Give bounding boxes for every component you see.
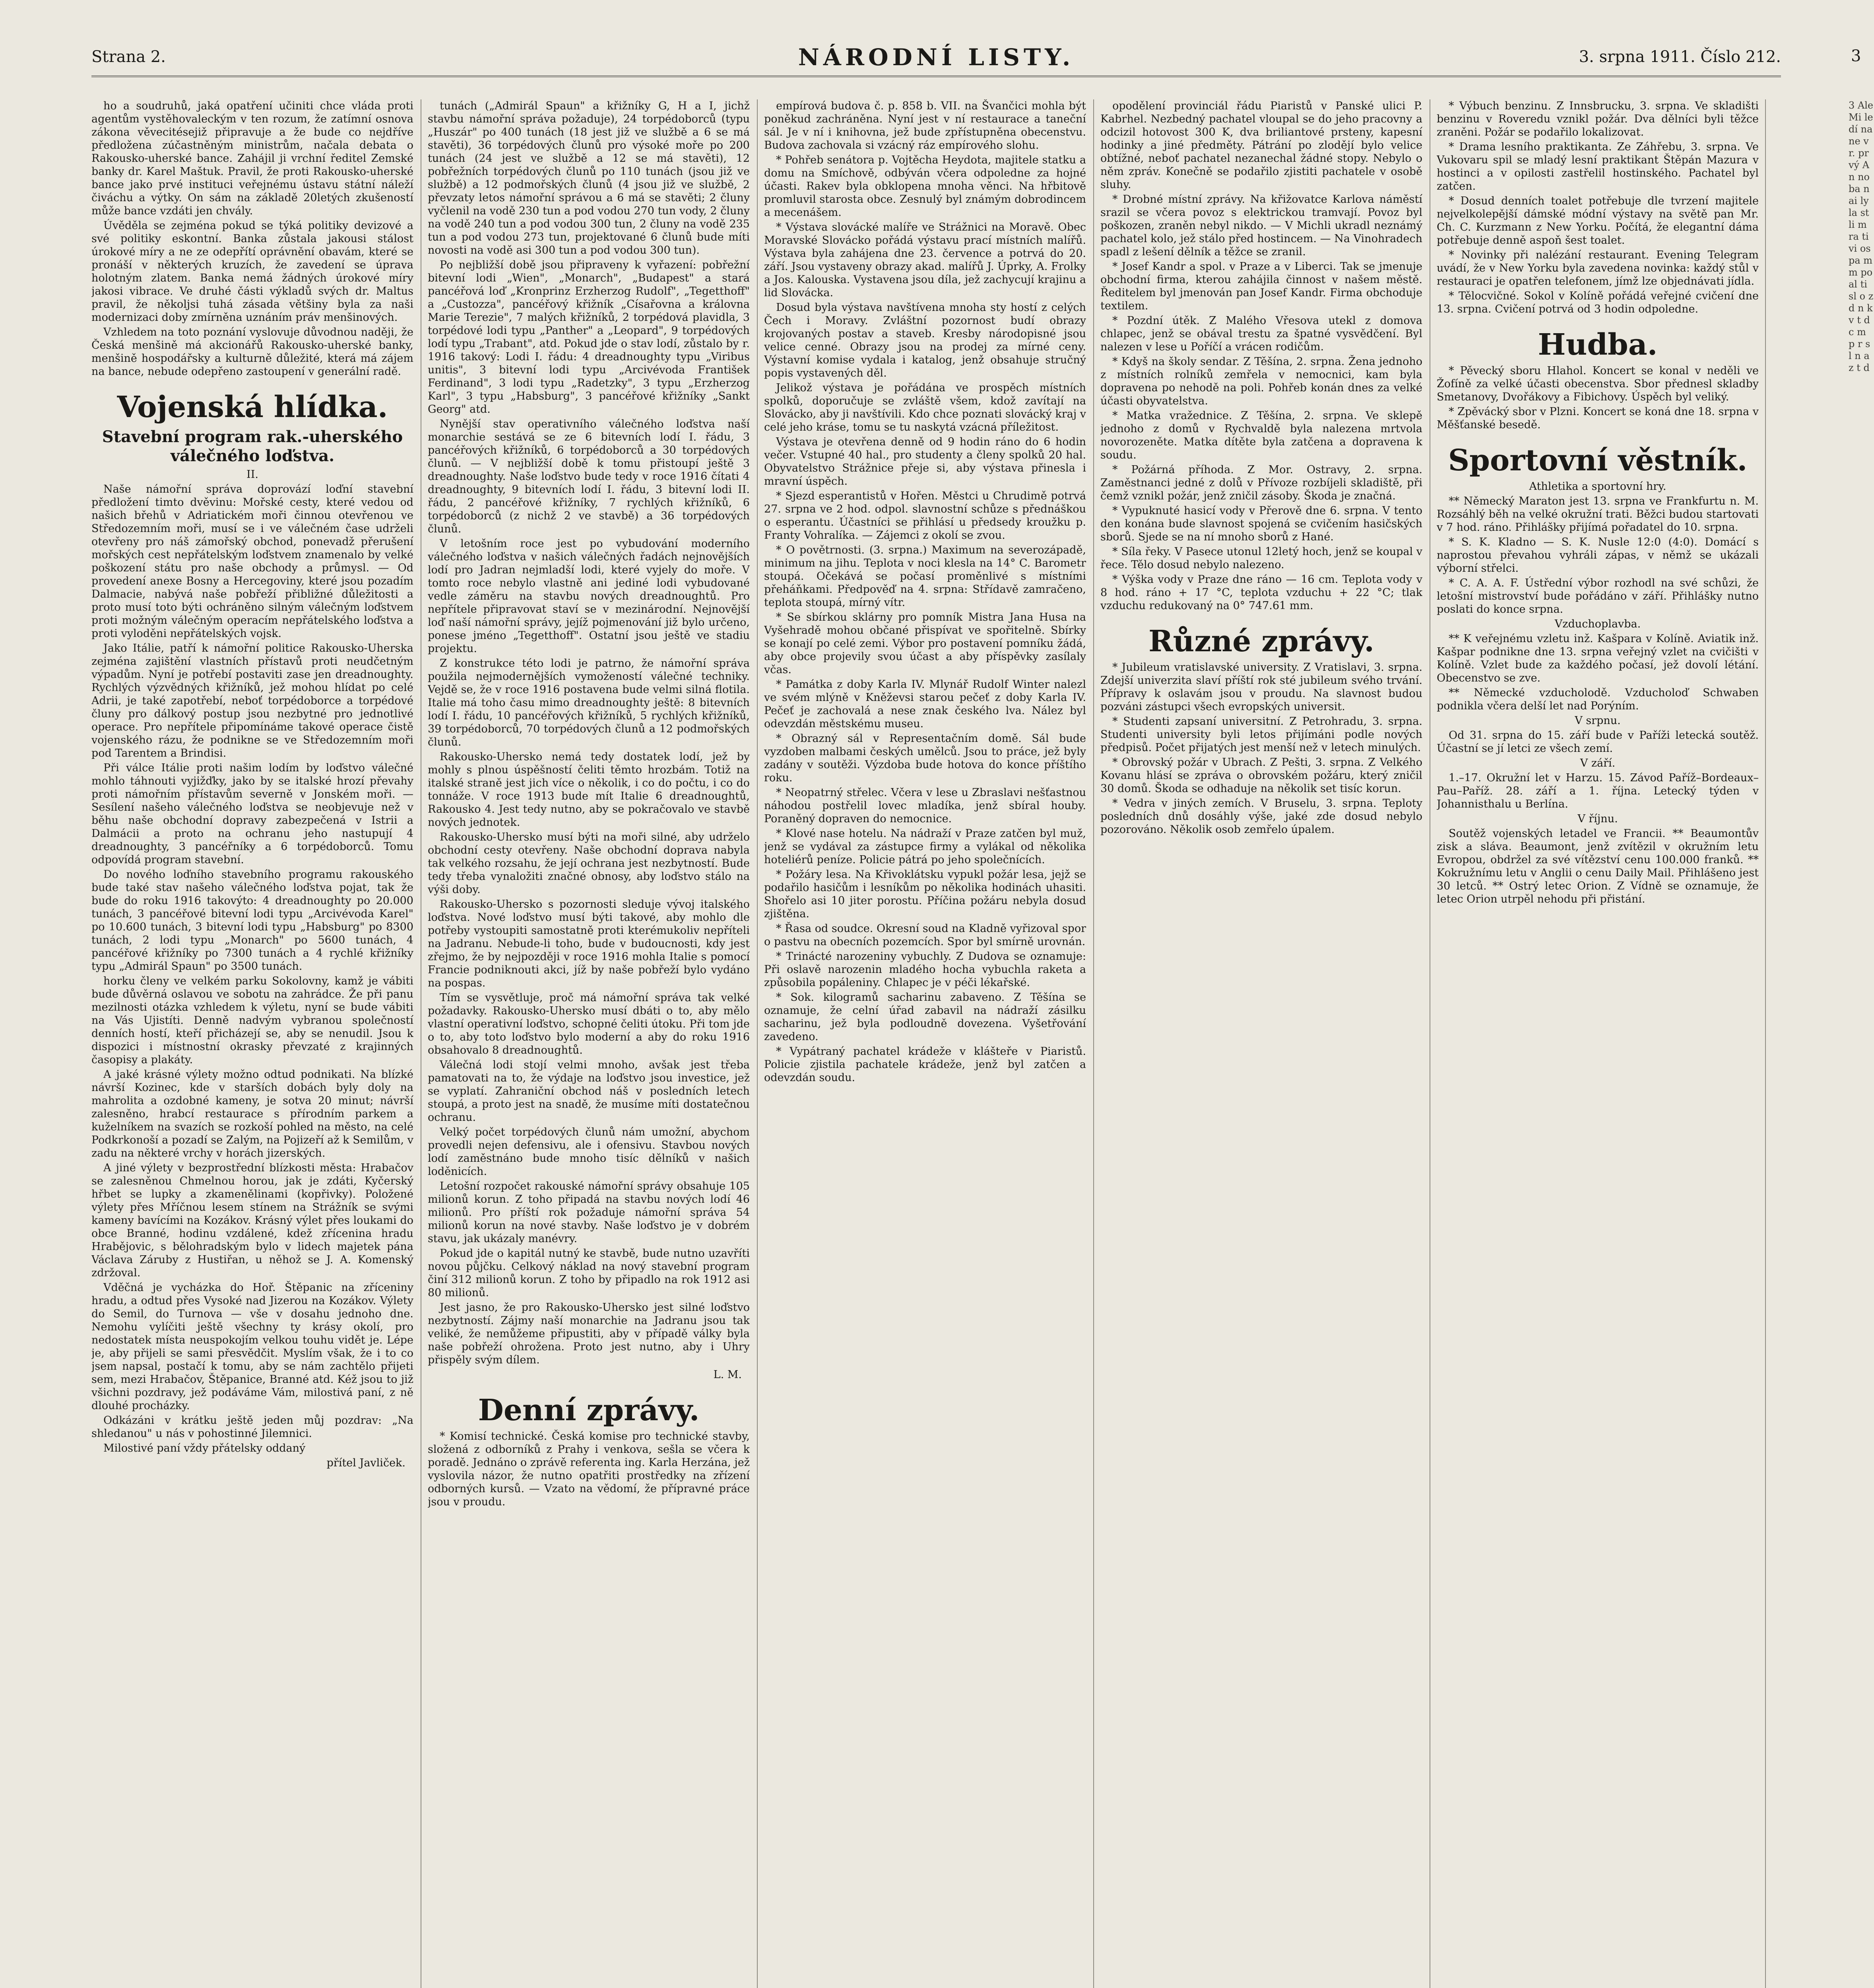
- signature: přítel Javliček.: [326, 1457, 405, 1469]
- paragraph: Po nejbližší době jsou připraveny k vyřazení: pobřežní bitevní lodi „Wien", „Monarch", „Budapest" a stará pancéřová loď „Kronprinz Erzherzog Rudolf", „Tegetthoff" a „Custozza", pancéřový křižník „Císařovna a královna Marie Terezie", 7 malých křižníků, 2 torpédová plavidla, 3 torpédové lodi typu „Panther" a „Leopard", 9 torpédových lodí typu „Trabant", atd. Pokud jde o stav lodí, zůstalo by r. 1916 takový: Lodi I. řádu: 4 dreadnoughty typu „Viribus unitis", 3 bitevní lodi typu „Arcivévoda František Ferdinand", 3 lodi typu „Radetzky", 3 typu „Erzherzog Karl", 3 typu „Habsburg", 3 pancéřové křižníky „Sankt Georg" atd.: [428, 259, 750, 415]
- paragraph: Válečná lodi stojí velmi mnoho, avšak jest třeba pamatovati na to, že výdaje na loďstvo jsou investice, jež se vyplatí. Zahraniční obchod náš v posledních letech stoupá, a proto jest na snadě, že musíme míti dostatečnou ochranu.: [428, 1059, 750, 1124]
- paragraph: Při válce Itálie proti našim lodím by loďstvo válečné mohlo táhnouti vyjižďky, jako by se italské hrozí převahy proti námořním přístavům severně v Jonském moři. — Sesílení našeho válečného loďstva se neobjevuje než v běhu naše obchodní dopravy zabezpečená v Istrii a Dalmácii a proto na ochranu jeho nastupují 4 dreadnoughty, 3 pancéřníky a 6 torpédoborců. Tomu odpovídá program stavební.: [91, 762, 413, 866]
- paragraph: Pokud jde o kapitál nutný ke stavbě, bude nutno uzavříti novou půjčku. Celkový náklad na nový stavební program činí 312 milionů korun. Z toho by připadlo na rok 1912 asi 80 milionů.: [428, 1247, 750, 1299]
- paragraph: Do nového loďního stavebního programu rakouského bude také stav našeho válečného loďstva pojat, tak že bude do roku 1916 takovýto: 4 dreadnoughty po 20.000 tunách, 3 pancéřové bitevní lodi typu „Arcivévoda Karel" po 10.600 tunách, 3 bitevní lodi typu „Habsburg" po 8300 tunách, 2 lodi typu „Monarch" po 5600 tunách, 4 pancéřové křižníky po 7300 tunách a 4 rychlé křižníky typu „Admirál Spaun" po 3500 tunách.: [91, 868, 413, 973]
- paragraph: * Památka z doby Karla IV. Mlynář Rudolf Winter nalezl ve svém mlýně v Kněževsi starou pečeť z doby Karla IV. Pečeť je zachovalá a nese znak českého lva. Nález byl odevzdán městskému museu.: [764, 678, 1086, 730]
- paragraph: Výstava je otevřena denně od 9 hodin ráno do 6 hodin večer. Vstupné 40 hal., pro studenty a členy spolků 20 hal. Obyvatelstvo Strážnice přeje si, aby výstava přinesla i mravní úspěch.: [764, 436, 1086, 487]
- column-3: [764, 99, 1086, 1988]
- paragraph: * Sok. kilogramů sacharinu zabaveno. Z Těšína se oznamuje, že celní úřad zabavil na nádraží zásilku sacharinu, jež byla podloudně dovezena. Vyšetřování zavedeno.: [764, 991, 1086, 1043]
- month-heading: V říjnu.: [1577, 813, 1618, 825]
- column-1: [91, 99, 413, 1988]
- paragraph: Velký počet torpédových člunů nám umožní, abychom provedli nejen defensivu, ale i ofensivu. Stavbou nových lodí zaměstnáno bude mnoho tisíc dělníků v našich loděnicích.: [428, 1126, 750, 1178]
- paragraph: * Požáry lesa. Na Křivoklátsku vypukl požár lesa, jejž se podařilo hasičům i lesníkům po několika hodinách uhasiti. Shořelo asi 10 jiter porostu. Příčina požáru nebyla dosud zjištěna.: [764, 868, 1086, 920]
- column-divider: [1765, 99, 1766, 1988]
- paragraph: * Se sbírkou sklárny pro pomník Mistra Jana Husa na Vyšehradě mohou občané přispívat ve spořitelně. Sbírky se konají po celé zemi. Výbor pro postavení pomníku žádá, aby obce projevily svou účast a aby příspěvky zasílaly včas.: [764, 611, 1086, 676]
- paragraph: * Obrovský požár v Ubrach. Z Pešti, 3. srpna. Z Velkého Kovanu hlásí se zpráva o obrovském požáru, který zničil 30 domů. Škoda se odhaduje na několik set tisíc korun.: [1100, 756, 1422, 795]
- column-divider: [757, 99, 758, 1988]
- paragraph: horku členy ve velkém parku Sokolovny, kamž je vábiti bude důvěrná oslavou ve sobotu na zahrádce. Že při panu mezilnosti otázka vzhledem k výletu, nyní se bude vábiti na Vás Ujistíti. Denně nadvým vybranou společností denních hostí, kteří přicházejí se, aby se nenudil. Jsou k dispozici i místnostní okrasky převzaté z krajinných časopisy a plakáty.: [91, 975, 413, 1066]
- paragraph: * C. A. A. F. Ústřední výbor rozhodl na své schůzi, že letošní mistrovství bude pořádáno v září. Přihlášky nutno poslati do konce srpna.: [1437, 577, 1759, 615]
- article-part-number: II.: [246, 468, 258, 481]
- paragraph: Z konstrukce této lodi je patrno, že námořní správa použila nejmodernějších vymožeností válečné techniky. Vejdě se, že v roce 1916 postavena bude velmi silná flotila. Italie má toho času mimo dreadnoughty ještě: 8 bitevních lodí I. řádu, 10 pancéřových křižníků, 5 rychlých křižníků, 39 torpédoborců, 70 torpédových člunů a 12 podmořských člunů.: [428, 657, 750, 748]
- paragraph: * Neopatrný střelec. Včera v lese u Zbraslavi nešťastnou náhodou postřelil lovec mladíka, jenž sbíral houby. Poraněný dopraven do nemocnice.: [764, 786, 1086, 825]
- paragraph: 1.–17. Okružní let v Harzu. 15. Závod Paříž–Bordeaux–Pau–Paříž. 28. září a 1. října. Letecký týden v Johannisthalu u Berlína.: [1437, 772, 1759, 810]
- section-title-sports: Sportovní věstník.: [1448, 443, 1748, 478]
- paragraph: * Zpěvácký sbor v Plzni. Koncert se koná dne 18. srpna v Měšťanské besedě.: [1437, 406, 1759, 431]
- paragraph: Tím se vysvětluje, proč má námořní správa tak velké požadavky. Rakousko-Uhersko musí dbáti o to, aby mělo vlastní operativní loďstvo, schopné čeliti útoku. Při tom jde o to, aby toto loďstvo bylo moderní a aby do roku 1916 obsahovalo 8 dreadnoughtů.: [428, 992, 750, 1056]
- paragraph: * Drobné místní zprávy. Na křižovatce Karlova náměstí srazil se včera povoz s elektrickou tramvají. Povoz byl poškozen, zraněn nebyl nikdo. — V Michli ukradl neznámý pachatel kolo, jež stálo před hostincem. — Na Vinohradech spadl z lešení dělník a těžce se zranil.: [1100, 193, 1422, 258]
- paragraph: Rakousko-Uhersko musí býti na moři silné, aby udrželo obchodní cesty otevřeny. Naše obchodní doprava nabyla tak velkého rozsahu, že její ochrana jest nezbytností. Bude tedy třeba vynaložiti značné obnosy, aby loďstvo stálo na výši doby.: [428, 831, 750, 896]
- paragraph: Rakousko-Uhersko nemá tedy dostatek lodí, jež by mohly s plnou úspěšností čeliti těmto hrozbám. Totiž na italské straně jest jich více o několik, i co do počtu, i co do tonnáže. V roce 1913 bude mít Italie 6 dreadnoughtů, Rakousko 4. Jest tedy nutno, aby se pokračovalo ve stavbě nových jednotek.: [428, 751, 750, 829]
- paragraph: * Výbuch benzinu. Z Innsbrucku, 3. srpna. Ve skladišti benzinu v Roveredu vznikl požár. Dva dělníci byli těžce zraněni. Požár se podařilo lokalizovat.: [1437, 100, 1759, 138]
- paragraph: Jest jasno, že pro Rakousko-Uhersko jest silné loďstvo nezbytností. Zájmy naší monarchie na Jadranu jsou tak veliké, že nemůžeme připustiti, aby v případě války byla naše pobřeží ohrožena. Proto jest nutno, aby i Uhry přispěly svým dílem.: [428, 1301, 750, 1366]
- paragraph: Vzhledem na toto poznání vyslovuje důvodnou naději, že Česká menšině má akcionářů Rakousko-uherské banky, menšině hospodářsky a kulturně důležité, která má zájem na bance, nebude odepřeno zastoupení v generální radě.: [91, 326, 413, 378]
- paragraph: * Vypuknuté hasicí vody v Přerově dne 6. srpna. V tento den konána bude slavnost spojená se cvičením hasičských sborů. Sjede se na ní mnoho sborů z Hané.: [1100, 505, 1422, 543]
- paragraph: * Požárná příhoda. Z Mor. Ostravy, 2. srpna. Zaměstnanci jedné z dolů v Přívoze rozbíjeli skladiště, při čemž vznikl požár, jenž zničil zásoby. Škoda je značná.: [1100, 464, 1422, 502]
- page-header: [91, 44, 1781, 77]
- paragraph: * Vedra v jiných zemích. V Bruselu, 3. srpna. Teploty posledních dnů dosáhly výše, jaké zde dosud nebylo pozorováno. Několik osob zemřelo úpalem.: [1100, 797, 1422, 836]
- paragraph: Milostivé paní vždy přátelsky oddaný: [103, 1442, 306, 1454]
- paragraph: * Výstava slovácké malíře ve Strážnici na Moravě. Obec Moravské Slovácko pořádá výstavu prací místních malířů. Výstava byla zahájena dne 23. července a potrvá do 20. září. Jsou vystaveny obrazy akad. malířů J. Úprky, A. Frolky a Jos. Kalouska. Vystavena jsou díla, jež zachycují krajinu a lid Slovácka.: [764, 221, 1086, 299]
- signature: L. M.: [713, 1369, 742, 1381]
- paragraph: * Pozdní útěk. Z Malého Vřesova utekl z domova chlapec, jenž se obával trestu za špatné vysvědčení. Byl nalezen v lese u Poříčí a vrácen rodičům.: [1100, 315, 1422, 353]
- paragraph: * Komisí technické. Česká komise pro technické stavby, složená z odborníků z Prahy i venkova, sešla se včera k poradě. Jednáno o zprávě referenta ing. Karla Herzána, jež vyslovila názor, že nutno opatřiti prostředky na zřízení odborných kursů. — Vzato na vědomí, že přípravné práce jsou v proudu.: [428, 1430, 750, 1508]
- next-page-edge-text: 3 Ale Mi le dí na ne v r. pr vý An no ba nai ly la st li m ra ti vi os pa m m po al ti sl o z d n k v t d c m p r s l n a z t d: [1849, 100, 1874, 373]
- column-divider: [1093, 99, 1094, 1988]
- paragraph: * Řasa od soudce. Okresní soud na Kladně vyřizoval spor o pastvu na obecních pozemcích. Spor byl smírně urovnán.: [764, 922, 1086, 948]
- paragraph: Odkázáni v krátku ještě jeden můj pozdrav: „Na shledanou" u nás v pohostinné Jilemnici.: [91, 1414, 413, 1440]
- section-subtitle-athletics: Athletika a sportovní hry.: [1529, 480, 1666, 493]
- paragraph: Dosud byla výstava navštívena mnoha sty hostí z celých Čech i Moravy. Zvláštní pozornost budí obrazy krojovaných postav a staveb. Kresby národopisné jsou velice cenné. Obrazy jsou na prodej za mírné ceny. Výstavní komise vydala i katalog, jenž obsahuje stručný popis vystavených děl.: [764, 301, 1086, 379]
- paragraph: Rakousko-Uhersko s pozornosti sleduje vývoj italského loďstva. Nové loďstvo musí býti takové, aby mohlo dle potřeby vystoupiti samostatně proti kterémukoliv nepříteli na Jadranu. Nebude-li toho, bude v budoucnosti, kdy jest zřejmo, že by nejpozději v roce 1916 mohla Italie s pomocí Francie podniknouti akci, jíž by naše pobřeží bylo vydáno na pospas.: [428, 898, 750, 989]
- paragraph: * Sjezd esperantistů v Hořen. Městci u Chrudimě potrvá 27. srpna ve 2 hod. odpol. slavnostní schůze s přednáškou o esperantu. Účastníci se přihlásí u předsedy kroužku p. Franty Vohralíka. — Zájemci z okolí se zvou.: [764, 490, 1086, 542]
- paragraph: tunách („Admirál Spaun" a křižníky G, H a I, jichž stavbu námořní správa požaduje), 24 torpédoborců (typu „Huszár" po 400 tunách (18 jest již ve službě a 6 se má stavěti), 36 torpédových člunů pro výsoké moře po 200 tunách (24 jest ve službě a 12 se má stavěti), 12 pobřežních torpédových člunů po 110 tunách (jsou již ve službě) a 12 podmořských člunů (4 jsou již ve službě, 2 převzaty letos námořní správou a 6 má se stavěti; 2 čluny vyčlenil na vodě 230 tun a pod vodou 270 tun vody, 2 čluny na vodě 240 tun a pod vodou 300 tun, 2 čluny na vodě 235 tun a pod vodou 273 tun, projektované 6 člunů bude míti novosti na vodě asi 300 tun a pod vodou 300 tun).: [428, 100, 750, 256]
- paragraph: ho a soudruhů, jaká opatření učiniti chce vláda proti agentům vystěhovaleckým v ten rozum, že zatímní osnova zákona věvecitésejiž připravuje a že bude co nejdříve předložena zúčastněným ministrům, načala debata o Rakousko-uherské bance. Zahájil ji vrchní ředitel Zemské banky dr. Karel Maštuk. Pravil, že proti Rakousko-uherské bance jako prvé instituci veřejnému ústavu státní náleží čiváchu a výtky. On sám na základě 20letých zkušeností může bance vzdáti jen chvály.: [91, 100, 413, 217]
- paragraph: * Obrazný sál v Representačním domě. Sál bude vyzdoben malbami českých umělců. Jsou to práce, jež byly zadány v soutěži. Výzdoba bude hotova do konce příštího roku.: [764, 732, 1086, 784]
- section-title-misc-news: Různé zprávy.: [1148, 624, 1374, 658]
- paragraph: * O povětrnosti. (3. srpna.) Maximum na severozápadě, minimum na jihu. Teplota v noci klesla na 14° C. Barometr stoupá. Očekává se počasí proměnlivé s místními přeháňkami. Předpověď na 4. srpna: Střídavě zamračeno, teplota stoupá, mírný vítr.: [764, 544, 1086, 609]
- paragraph: * Výška vody v Praze dne ráno — 16 cm. Teplota vody v 8 hod. ráno + 17 °C, teplota vzduchu + 22 °C; tlak vzduchu redukovaný na 0° 747.61 mm.: [1100, 573, 1422, 612]
- month-heading: V září.: [1580, 757, 1616, 769]
- column-5: [1437, 99, 1759, 1988]
- section-title-music: Hudba.: [1538, 328, 1658, 362]
- paragraph: ** Německý Maraton jest 13. srpna ve Frankfurtu n. M. Rozsáhlý běh na velké okružní trati. Běžci budou startovati v 7 hod. ráno. Přihlášky přijímá pořadatel do 10. srpna.: [1437, 495, 1759, 534]
- newspaper-title: NÁRODNÍ LISTY.: [798, 44, 1075, 71]
- column-4: [1100, 99, 1422, 1988]
- paragraph: A jiné výlety v bezprostřední blízkosti města: Hrabačov se zalesněnou Chmelnou horou, jak je zdáti, Kyčerský hřbet se lupky a zkamenělinami (kopřivky). Položené výlety přes Mříčnou lesem stínem na Strážník se svými kameny bavícími na Kozákov. Krásný výlet přes loukami do obce Branné, hodinu vzdálené, kdež zřícenina hradu Hrabějovic, s bělohradským bylo v lidech majetek pána Václava Záruby z Hustiřan, u něhož se J. A. Komenský zdržoval.: [91, 1162, 413, 1279]
- paragraph: * Novinky při nalézání restaurant. Evening Telegram uvádí, že v New Yorku byla zavedena novinka: každý stůl v restauraci je opatřen telefonem, jímž lze objednávati jídla.: [1437, 249, 1759, 287]
- subsection-aviation: Vzduchoplavba.: [1554, 618, 1641, 630]
- paragraph: Jako Itálie, patří k námořní politice Rakousko-Uherska zejména zajištění vlastních přístavů proti neudčetným výpadům. Nyní je potřebí postaviti zase jen dreadnoughty. Rychlých výzvědných křižníků, jež mohou hlídat po celé Adrii, je také zapotřebí, neboť torpédoborce a torpédové čluny pro dálkový postup jsou nezbytné pro jednotlivé operace. Pro nepřítele připomínáme takové operace čistě vojenského rázu, že podnikne se ve Středozemním moři pod Tarentem a Brindisi.: [91, 642, 413, 759]
- paragraph: Naše námořní správa doprovází loďní stavební předložení timto dvěvinu: Mořské cesty, které vedou od našich břehů v Adriatickém moři činnou otevřenou ve Středozemním moři, musí se i ve válečném čase udrželi otevřeny pro náš zámořský obchod, ponevadž přerušení mořských cest nepřátelským loďstvem znamenalo by velké poškození státu pro naše obchody a průmysl. — Od provedení anexe Bosny a Hercegoviny, které jsou pozadím Dalmacie, nabývá naše pobřeží přibližné důležitosti a proto musí toto býti ochráněno silným válečným loďstvem proti možným válečným operacím nepřátelského loďstva a proti vyloděni nepřátelských vojsk.: [91, 483, 413, 640]
- paragraph: Vděčná je vycházka do Hoř. Štěpanic na zříceniny hradu, a odtud přes Vysoké nad Jizerou na Kozákov. Výlety do Semil, do Turnova — vše v dosahu jednoho dne. Nemohu vylíčiti ještě všechny ty krásy okolí, pro nedostatek místa neuspokojím velkou touhu vidět je. Lépe je, aby přijeli se sami přesvědčit. Myslím však, že i to co jsem napsal, postačí k tomu, aby se nám zachtělo přijeti sem, mezi Hrabačov, Štěpanice, Branné atd. Kéž jsou to již všichni pozdravy, jež podáváme Vám, milostivá paní, z ně dlouhé procházky.: [91, 1281, 413, 1412]
- paragraph: * Pohřeb senátora p. Vojtěcha Heydota, majitele statku a domu na Smíchově, odbýván včera odpoledne za hojné účasti. Rakev byla obklopena mnoha věnci. Na hřbitově promluvil starosta obce. Zesnulý byl známým dobrodincem a mecenášem.: [764, 154, 1086, 219]
- paragraph: Letošní rozpočet rakouské námořní správy obsahuje 105 milionů korun. Z toho připadá na stavbu nových lodí 46 milionů. Pro příští rok požaduje námořní správa 54 milionů korun na nové stavby. Naše loďstvo je v dobrém stavu, jak ukázaly manévry.: [428, 1180, 750, 1245]
- paragraph: Jelikož výstava je pořádána ve prospěch místních spolků, doporučuje se zvláště všem, kdož zavítají na Slovácko, aby ji navštívili. Kdo chce poznati slovácký kraj v celé jeho kráse, tomu se tu naskytá vzácná příležitost.: [764, 382, 1086, 433]
- paragraph: opodělení provinciál řádu Piaristů v Panské ulici P. Kabrhel. Nezbedný pachatel vloupal se do jeho pracovny a odcizil hotovost 300 K, dva briliantové prsteny, kapesní hodinky a jiné předměty. Pátrání po zlodějí bylo velice obtížné, neboť pachatel nezanechal žádné stopy. Nebylo o něm zpráv. Konečně se podařilo zjistiti pachatele v osobě sluhy.: [1100, 100, 1422, 191]
- page-number: Strana 2.: [91, 48, 166, 66]
- date-and-issue: 3. srpna 1911. Číslo 212.: [1579, 48, 1781, 66]
- article-title: Stavební program rak.-uherského válečného loďstva.: [102, 427, 403, 465]
- paragraph: A jaké krásné výlety možno odtud podnikati. Na blízké návrší Kozinec, kde v starších dobách byly doly na mahrolita a ozdobné kameny, je sotva 20 minut; návrší zalesněno, hrabcí restaurace s přírodním parkem a kuželníkem na svazích se rozkoší pohled na město, na celé Podkrkonoší a pozadí se Zalým, na Pojizeří až k Semilům, v zadu na některé vrchy v horách jizerských.: [91, 1068, 413, 1159]
- column-2: [428, 99, 750, 1988]
- paragraph: ** Německé vzducholodě. Vzducholoď Schwaben podnikla včera delší let nad Porýním.: [1437, 687, 1759, 712]
- section-title-military: Vojenská hlídka.: [117, 390, 388, 424]
- paragraph: * Dosud denních toalet potřebuje dle tvrzení majitele nejvelkolepější dámské módní výstavy na světě pan Mr. Ch. C. Kurzmann z New Yorku. Počítá, že elegantní dáma potřebuje denně aspoň šest toalet.: [1437, 195, 1759, 247]
- paragraph: empírová budova č. p. 858 b. VII. na Švančici mohla být poněkud zachráněna. Nyní jest v ní restaurace a taneční sál. Je v ní i knihovna, jež bude zpřístupněna obecenstvu. Budova zachovala si vzácný ráz empírového slohu.: [764, 100, 1086, 151]
- paragraph: * Kdyš na školy sendar. Z Těšína, 2. srpna. Žena jednoho z místních rolníků zemřela v nemocnici, kam byla dopravena po nehodě na poli. Pohřeb konán dnes za velké účasti obyvatelstva.: [1100, 355, 1422, 407]
- paragraph: * Matka vražednice. Z Těšína, 2. srpna. Ve sklepě jednoho z domů v Rychvaldě byla nalezena mrtvola novorozeněte. Matka dítěte byla zatčena a dopravena k soudu.: [1100, 410, 1422, 461]
- paragraph: * Trinácté narozeniny vybuchly. Z Dudova se oznamuje: Při oslavě narozenin mladého hocha vybuchla raketa a způsobila popáleniny. Chlapec je v péči lékařské.: [764, 950, 1086, 989]
- paragraph: * Drama lesního praktikanta. Ze Záhřebu, 3. srpna. Ve Vukovaru spil se mladý lesní praktikant Štěpán Mazura v hostinci a v opilosti zastřelil hostinského. Pachatel byl zatčen.: [1437, 141, 1759, 192]
- paragraph: Soutěž vojenských letadel ve Francii. ** Beaumontův zisk a sláva. Beaumont, jenž zvítězil v okružním letu Evropou, obdržel za své vítězství cenu 100.000 franků. ** Kokružnímu letu v Anglii o cenu Daily Mail. Přihlášeno jest 30 letců. ** Ostrý letec Orion. Z Vídně se oznamuje, že letec Orion utrpěl nehodu při přistání.: [1437, 827, 1759, 905]
- section-title-daily-news: Denní zprávy.: [478, 1393, 700, 1427]
- paragraph: Úvěděla se zejména pokud se týká politiky devizové a své politiky eskontní. Banka zůstala jakousi stálost úrokové míry a ne ze odepřítí oprávnění obavám, které se pronáší v některých kruzích, že zavedení se úprava holotným zlatem. Banka nemá žádných úrokové míry jakosi vibrace. Ve druhé části výkladů svých dr. Maltus pravil, že několjsi tuhá zásada většiny byla za naši modernizaci doby zmírněna uznáním práv menšinových.: [91, 219, 413, 324]
- paragraph: * Vypátraný pachatel krádeže v klášteře v Piaristů. Policie zjistila pachatele krádeže, jenž byl zatčen a odevzdán soudu.: [764, 1045, 1086, 1084]
- paragraph: * Pěvecký sboru Hlahol. Koncert se konal v neděli ve Žofíně za velké účasti obecenstva. Sbor přednesl skladby Smetanovy, Dvořákovy a Fibichovy. Úspěch byl veliký.: [1437, 365, 1759, 403]
- paragraph: * Jubileum vratislavské university. Z Vratislavi, 3. srpna. Zdejší univerzita slaví příští rok sté jubileum svého trvání. Přípravy k oslavám jsou v proudu. Na slavnost budou pozváni zástupci všech evropských universit.: [1100, 661, 1422, 713]
- paragraph: ** K veřejnému vzletu inž. Kašpara v Kolíně. Aviatik inž. Kašpar podnikne dne 13. srpna veřejný vzlet na cvičišti v Kolíně. Vzlet bude za každého počasí, jež dovolí létání. Obecenstvo se zve.: [1437, 633, 1759, 684]
- paragraph: Nynější stav operativního válečného loďstva naší monarchie sestává se ze 6 bitevních lodí I. řádu, 3 pancéřových křižníků, 6 torpédoborců a 30 torpédových člunů. — V nejbližší době k tomu přistoupí ještě 3 dreadnoughty. Naše loďstvo bude tedy v roce 1916 čítati 4 dreadnoughty, 9 bitevních lodí I. řádu, 3 bitevní lodi II. řádu, 2 pancéřové křižníky, 7 rychlých křižníků, 6 torpédoborců (z nichž 2 ve stavbě) a 36 torpédových člunů.: [428, 418, 750, 535]
- paragraph: * Síla řeky. V Pasece utonul 12letý hoch, jenž se koupal v řece. Tělo dosud nebylo nalezeno.: [1100, 546, 1422, 571]
- paragraph: Od 31. srpna do 15. září bude v Paříži letecká soutěž. Účastní se jí letci ze všech zemí.: [1437, 729, 1759, 755]
- paragraph: * Studenti zapsaní universitní. Z Petrohradu, 3. srpna. Studenti university byli letos přijímáni podle nových předpisů. Počet přijatých jest menší než v letech minulých.: [1100, 715, 1422, 754]
- paragraph: * Tělocvičné. Sokol v Kolíně pořádá veřejné cvičení dne 13. srpna. Cvičení potrvá od 3 hodin odpoledne.: [1437, 290, 1759, 315]
- paragraph: * Josef Kandr a spol. v Praze a v Liberci. Tak se jmenuje obchodní firma, kterou zahájila činnost v našem městě. Ředitelem byl jmenován pan Josef Kandr. Firma obchoduje textilem.: [1100, 260, 1422, 312]
- paragraph: V letošním roce jest po vybudování moderního válečného loďstva v našich válečných řadách nejnovějších lodí pro Jadran nejmladší lodi, které vyjely do moře. V tomto roce nebylo vlastně ani jediné lodi vybudované vedle záměru na stavbu nových dreadnoughtů. Pro nepřítele připravovat staví se v mezinárodní. Nejnovější loď naší námořní správy, jejíž pojmenování již bylo určeno, ponese jméno „Tegetthoff". Ostatní jsou ještě ve stadiu projektu.: [428, 538, 750, 655]
- next-page-edge-number: 3: [1851, 47, 1861, 65]
- paragraph: * Klové nase hotelu. Na nádraží v Praze zatčen byl muž, jenž se vydával za zástupce firmy a vylákal od několika hoteliérů peníze. Policie pátrá po jeho společnících.: [764, 827, 1086, 866]
- month-heading: V srpnu.: [1575, 714, 1621, 727]
- paragraph: * S. K. Kladno — S. K. Nusle 12:0 (4:0). Domácí s naprostou převahou vyhráli zápas, v němž se ukázali výborní střelci.: [1437, 536, 1759, 575]
